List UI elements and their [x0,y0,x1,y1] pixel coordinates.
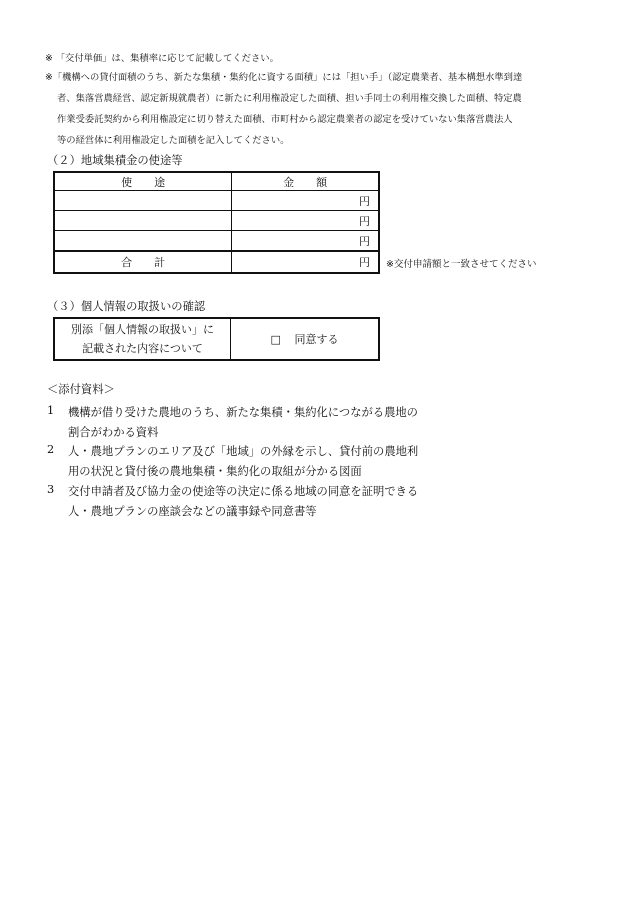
total-amount[interactable]: 円 [232,251,379,273]
use-cell-1[interactable] [54,191,232,211]
total-label: 合 計 [54,251,232,273]
privacy-label-cell [54,318,231,360]
table-row [54,231,379,252]
attachment-1-line-2: 割合がわかる資料 [68,426,159,439]
table-row [54,318,379,360]
privacy-label-line-1: 別添「個人情報の取扱い」に [71,323,214,336]
amount-cell-2[interactable]: 円 [232,211,379,231]
table-row [54,211,379,231]
privacy-table [53,317,380,361]
section3-heading: （３）個人情報の取扱いの確認 [47,300,206,313]
header-use: 使 途 [54,172,232,191]
total-row [54,251,379,273]
use-cell-2[interactable] [54,211,232,231]
table-header-row [54,172,379,191]
amount-cell-3[interactable]: 円 [232,231,379,252]
total-note: ※交付申請額と一致させてください [386,259,537,270]
header-amount: 金 額 [232,172,379,191]
use-cell-3[interactable] [54,231,232,252]
attachment-num-3: 3 [47,483,55,496]
attachment-3-line-1: 交付申請者及び協力金の使途等の決定に係る地域の同意を証明できる [68,485,419,498]
usage-table [53,171,380,274]
privacy-consent-cell [231,318,380,360]
note-area-line-3: 作業受委託契約から利用権設定に切り替えた面積、市町村から認定農業者の認定を受けていない集落営農法人 [57,114,513,125]
amount-cell-1[interactable]: 円 [232,191,379,211]
note-unit-price: ※ 「交付単価」は、集積率に応じて記載してください。 [45,53,279,64]
attachments-heading: ＜添付資料＞ [47,383,115,396]
section2-heading: （２）地域集積金の使途等 [47,154,183,167]
checkbox-icon[interactable]: □ [270,333,281,346]
consent-label: 同意する [294,333,339,346]
attachment-3-line-2: 人・農地プランの座談会などの議事録や同意書等 [68,505,317,518]
note-area-line-1: ※「機構への貸付面積のうち、新たな集積・集約化に資する面積」には「担い手」（認定農業者、基本構想水準到達 [45,72,523,83]
note-area-line-2: 者、集落営農経営、認定新規就農者）に新たに利用権設定した面積、担い手同士の利用権交換した面積、特定農 [57,93,522,104]
attachment-1-line-1: 機構が借り受けた農地のうち、新たな集積・集約化につながる農地の [68,406,418,419]
attachment-num-1: 1 [47,404,55,417]
attachment-2-line-1: 人・農地プランのエリア及び「地域」の外縁を示し、貸付前の農地利 [68,445,419,458]
note-area-line-4: 等の経営体に利用権設定した面積を記入してください。 [57,135,290,146]
attachment-2-line-2: 用の状況と貸付後の農地集積・集約化の取組が分かる図面 [68,465,362,478]
attachment-num-2: 2 [47,443,55,456]
table-row [54,191,379,211]
privacy-label-line-2: 記載された内容について [82,342,203,355]
